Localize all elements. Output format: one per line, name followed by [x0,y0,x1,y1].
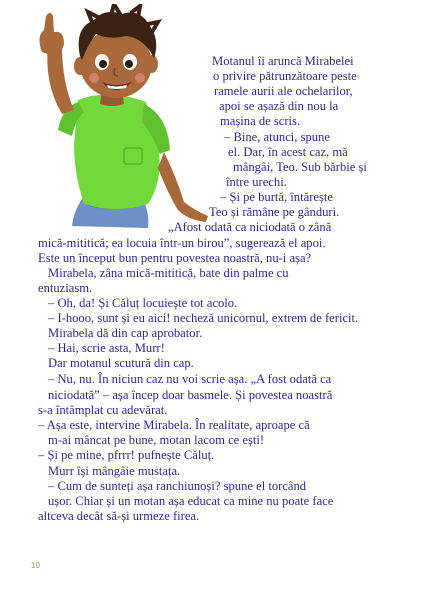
para-18: – I-hooo, sunt și eu aici! necheză unicornul, extrem de fericit. [48,311,359,325]
para-16: entuziasm. [38,281,93,295]
para-20: – Hai, scrie asta, Murr! [48,341,165,355]
para-30: ușor. Chiar și un motan așa educat ca mine nu poate face [48,494,334,508]
para-23: niciodată” – așa încep doar basmele. Și povestea noastră [48,388,333,402]
para-6: – Bine, atunci, spune [224,130,330,144]
para-31: altceva decât să-și urmeze firea. [38,509,200,523]
para-2: o privire pătrunzătoare peste [213,69,357,83]
para-10: – Și pe burtă, întărește [220,190,333,204]
para-11: Teo și rămâne pe gânduri. [209,205,340,219]
para-28: Murr își mângâie mustața. [48,464,181,478]
para-26: m-ai mâncat pe bune, motan lacom ce ești! [48,433,265,447]
para-7: el. Dar, în acest caz, mă [228,145,348,159]
page-number: 10 [31,561,40,570]
para-24: s-a întâmplat cu adevărat. [38,403,168,417]
para-5: mașina de scris. [220,114,301,128]
para-19: Mirabela dă din cap aprobator. [48,326,203,340]
para-14: Este un început bun pentru povestea noastră, nu-i așa? [38,251,312,265]
para-21: Dar motanul scutură din cap. [48,356,194,370]
para-27: – Și pe mine, pfrrr! pufnește Căluț. [38,448,215,462]
para-9: între urechi. [226,175,287,189]
para-8: mângâi, Teo. Sub bărbie și [233,160,367,174]
boy-illustration [8,4,213,232]
para-3: ramele aurii ale ochelarilor, [214,84,353,98]
para-22: – Nu, nu. În niciun caz nu voi scrie așa. „A fost odată ca [48,372,332,386]
para-25: – Așa este, intervine Mirabela. În realitate, aproape că [38,418,310,432]
para-1: Motanul îi aruncă Mirabelei [212,54,354,68]
para-29: – Cum de sunteți așa ranchiunoși? spune el torcând [48,479,307,493]
para-13: mică-mititică; ea locuia într-un birou”, sugerează el apoi. [38,236,326,250]
para-12: „Afost odată ca niciodată o zână [168,220,332,234]
para-15: Mirabela, zâna mică-mititică, bate din palme cu [48,266,289,280]
para-4: apoi se așază din nou la [219,99,339,113]
para-17: – Oh, da! Și Căluț locuiește tot acolo. [48,296,238,310]
